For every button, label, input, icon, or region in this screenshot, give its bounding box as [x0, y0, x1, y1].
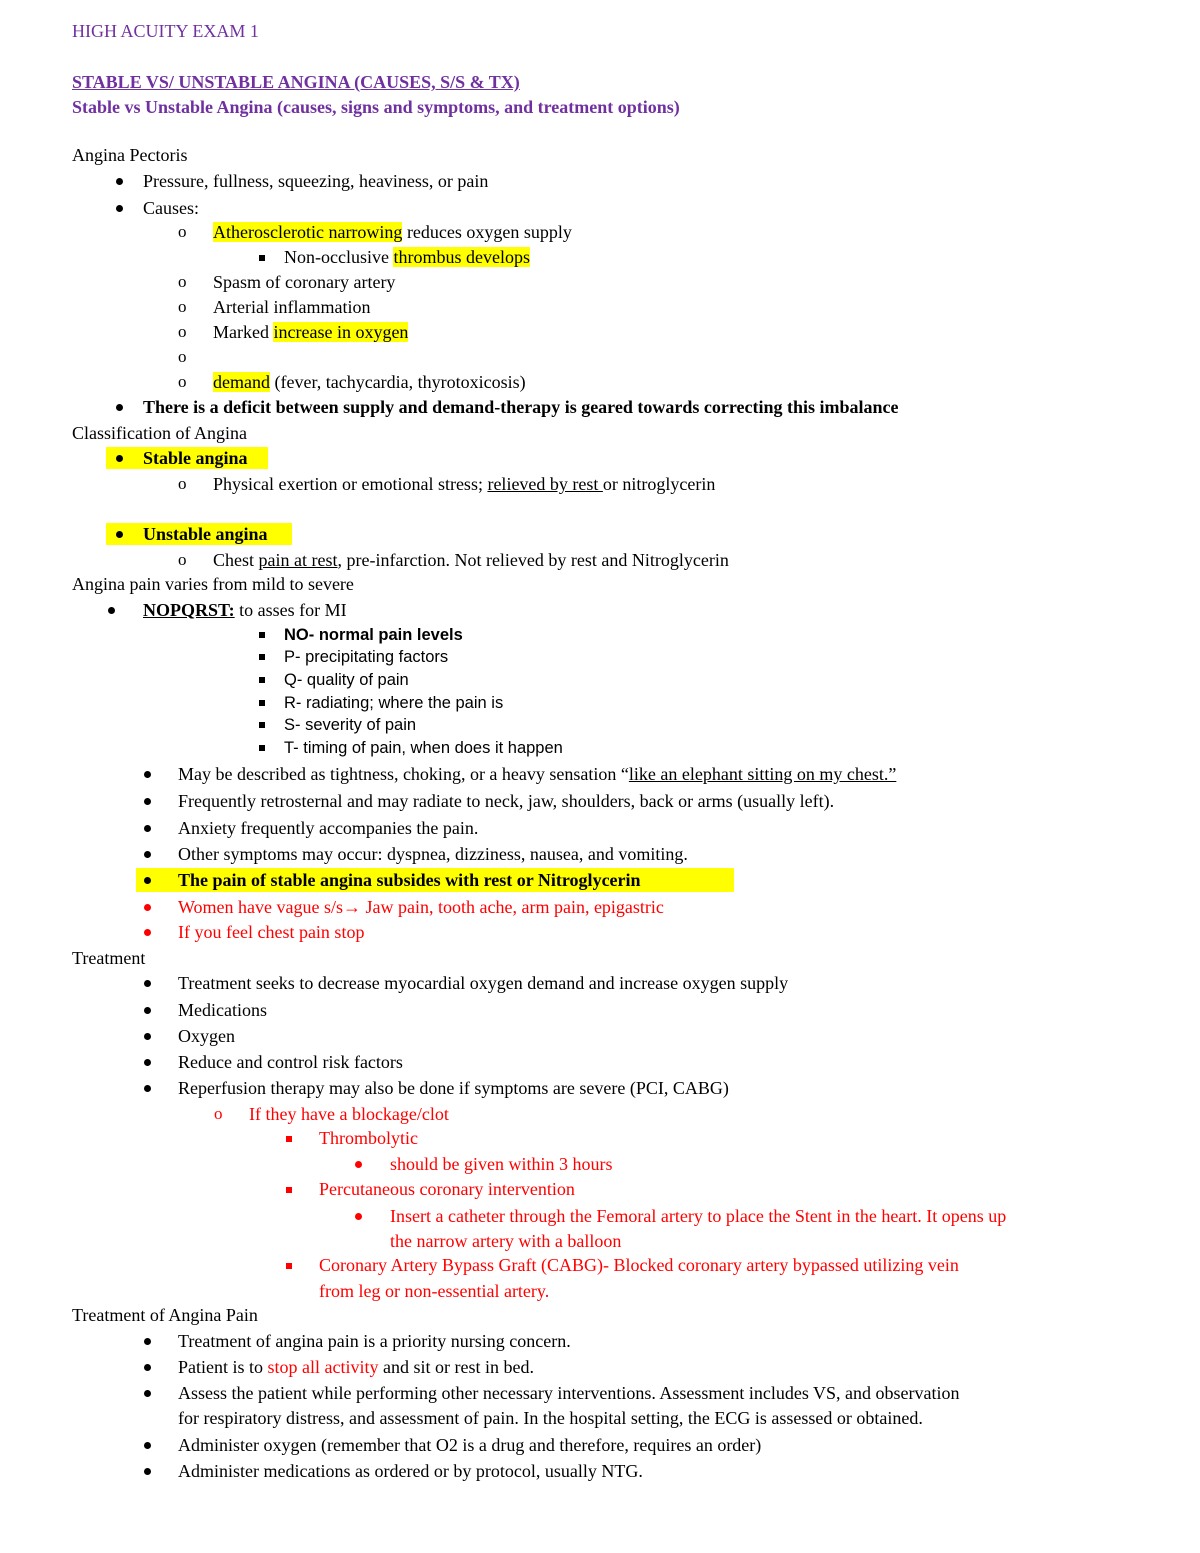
treatment-pain-heading: Treatment of Angina Pain	[72, 1305, 258, 1325]
cause-demand: demand (fever, tachycardia, thyrotoxicosis)	[213, 372, 526, 392]
circle-bullet-icon: o	[178, 372, 187, 391]
priority-item: Treatment of angina pain is a priority nursing concern.	[178, 1331, 571, 1351]
women-symptoms-item: Women have vague s/s→ Jaw pain, tooth ache, arm pain, epigastric	[178, 897, 664, 917]
cause-oxygen-increase: Marked increase in oxygen	[213, 322, 409, 342]
medications-item: Administer medications as ordered or by protocol, usually NTG.	[178, 1461, 643, 1481]
noporst-s: S- severity of pain	[284, 716, 417, 734]
stop-activity-item: Patient is to stop all activity and sit or rest in bed.	[178, 1357, 534, 1377]
square-bullet-icon	[286, 1263, 292, 1269]
bullet-icon	[144, 1442, 151, 1449]
oxygen-item: Administer oxygen (remember that O2 is a drug and therefore, requires an order)	[178, 1435, 762, 1455]
square-bullet-icon	[259, 722, 265, 728]
bullet-icon	[144, 1338, 151, 1345]
square-bullet-icon	[259, 745, 265, 751]
noporst-p: P- precipitating factors	[284, 648, 449, 666]
subsides-item: The pain of stable angina subsides with rest or Nitroglycerin	[178, 870, 641, 890]
bullet-icon	[144, 1390, 151, 1397]
causes-label: Causes:	[143, 198, 199, 218]
cabg-line-2: from leg or non-essential artery.	[319, 1281, 550, 1301]
bullet-icon	[116, 531, 123, 538]
unstable-angina-label: Unstable angina	[143, 524, 268, 544]
pci-item: Percutaneous coronary intervention	[319, 1179, 575, 1199]
stable-angina-desc: Physical exertion or emotional stress; relieved by rest or nitroglycerin	[213, 474, 716, 494]
cabg-line-1: Coronary Artery Bypass Graft (CABG)- Blocked coronary artery bypassed utilizing vein	[319, 1255, 959, 1275]
bullet-icon	[144, 1364, 151, 1371]
circle-bullet-icon: o	[178, 550, 187, 569]
angina-pectoris-heading: Angina Pectoris	[72, 145, 188, 165]
treatment-item: Oxygen	[178, 1026, 235, 1046]
circle-bullet-icon: o	[178, 222, 187, 241]
treatment-item: Treatment seeks to decrease myocardial oxygen demand and increase oxygen supply	[178, 973, 789, 993]
noporst-no: NO- normal pain levels	[284, 626, 463, 644]
square-bullet-icon	[259, 654, 265, 660]
retrosternal-item: Frequently retrosternal and may radiate to neck, jaw, shoulders, back or arms (usually left).	[178, 791, 835, 811]
pressure-item: Pressure, fullness, squeezing, heaviness, or pain	[143, 171, 489, 191]
square-bullet-icon	[286, 1136, 292, 1142]
circle-bullet-icon: o	[178, 272, 187, 291]
square-bullet-icon	[286, 1187, 292, 1193]
bullet-icon	[144, 980, 151, 987]
square-bullet-icon	[259, 700, 265, 706]
bullet-icon	[144, 1059, 151, 1066]
bullet-icon	[144, 851, 151, 858]
unstable-angina-row	[106, 523, 292, 545]
cause-thrombus: Non-occlusive thrombus develops	[284, 247, 530, 267]
bullet-icon	[144, 877, 151, 884]
stable-angina-row	[106, 447, 268, 469]
section-heading: STABLE VS/ UNSTABLE ANGINA (CAUSES, S/S & TX)	[72, 72, 520, 92]
circle-bullet-icon: o	[178, 347, 187, 366]
bullet-icon	[144, 929, 151, 936]
bullet-icon	[144, 1007, 151, 1014]
square-bullet-icon	[259, 632, 265, 638]
stable-angina-label: Stable angina	[143, 448, 248, 468]
bullet-icon	[144, 1085, 151, 1092]
bullet-icon	[144, 904, 151, 911]
assess-line-1: Assess the patient while performing other necessary interventions. Assessment includes VS, and observation	[178, 1383, 960, 1403]
bullet-icon	[116, 178, 123, 185]
unstable-angina-desc: Chest pain at rest, pre-infarction. Not relieved by rest and Nitroglycerin	[213, 550, 729, 570]
cause-inflammation: Arterial inflammation	[213, 297, 371, 317]
bullet-icon	[116, 455, 123, 462]
section-subheading: Stable vs Unstable Angina (causes, signs and symptoms, and treatment options)	[72, 97, 680, 117]
bullet-icon	[144, 771, 151, 778]
catheter-line-2: the narrow artery with a balloon	[390, 1231, 622, 1251]
bullet-icon	[116, 205, 123, 212]
pain-heading: Angina pain varies from mild to severe	[72, 574, 354, 594]
deficit-statement: There is a deficit between supply and demand-therapy is geared towards correcting this imbalance	[143, 397, 899, 417]
bullet-icon	[144, 1468, 151, 1475]
noporst-item: NOPQRST: to asses for MI	[143, 600, 347, 620]
circle-bullet-icon: o	[214, 1104, 223, 1123]
subsides-row	[136, 868, 734, 892]
bullet-icon	[108, 607, 115, 614]
bullet-icon	[144, 1033, 151, 1040]
catheter-line-1: Insert a catheter through the Femoral artery to place the Stent in the heart. It opens up	[390, 1206, 1007, 1226]
noporst-t: T- timing of pain, when does it happen	[284, 739, 563, 757]
bullet-icon	[116, 404, 123, 411]
square-bullet-icon	[259, 255, 265, 261]
blockage-item: If they have a blockage/clot	[249, 1104, 449, 1124]
cause-spasm: Spasm of coronary artery	[213, 272, 396, 292]
noporst-r: R- radiating; where the pain is	[284, 694, 504, 712]
other-symptoms-item: Other symptoms may occur: dyspnea, dizziness, nausea, and vomiting.	[178, 844, 688, 864]
anxiety-item: Anxiety frequently accompanies the pain.	[178, 818, 479, 838]
circle-bullet-icon: o	[178, 322, 187, 341]
circle-bullet-icon: o	[178, 474, 187, 493]
cause-atherosclerotic: Atherosclerotic narrowing reduces oxygen supply	[213, 222, 572, 242]
circle-bullet-icon: o	[178, 297, 187, 316]
square-bullet-icon	[259, 677, 265, 683]
treatment-item: Medications	[178, 1000, 267, 1020]
exam-title: HIGH ACUITY EXAM 1	[72, 21, 259, 41]
tightness-item: May be described as tightness, choking, or a heavy sensation “like an elephant sitting on my chest.”	[178, 764, 897, 784]
within-3-hours-item: should be given within 3 hours	[390, 1154, 613, 1174]
treatment-heading: Treatment	[72, 948, 146, 968]
treatment-item: Reduce and control risk factors	[178, 1052, 403, 1072]
bullet-icon	[355, 1161, 362, 1168]
bullet-icon	[355, 1213, 362, 1220]
chest-pain-stop-item: If you feel chest pain stop	[178, 922, 365, 942]
assess-line-2: for respiratory distress, and assessment of pain. In the hospital setting, the ECG is assessed or obtained.	[178, 1408, 923, 1428]
bullet-icon	[144, 825, 151, 832]
classification-heading: Classification of Angina	[72, 423, 247, 443]
noporst-q: Q- quality of pain	[284, 671, 409, 689]
bullet-icon	[144, 798, 151, 805]
thrombolytic-item: Thrombolytic	[319, 1128, 418, 1148]
treatment-item: Reperfusion therapy may also be done if symptoms are severe (PCI, CABG)	[178, 1078, 729, 1098]
arrow-right-icon: →	[343, 897, 362, 917]
